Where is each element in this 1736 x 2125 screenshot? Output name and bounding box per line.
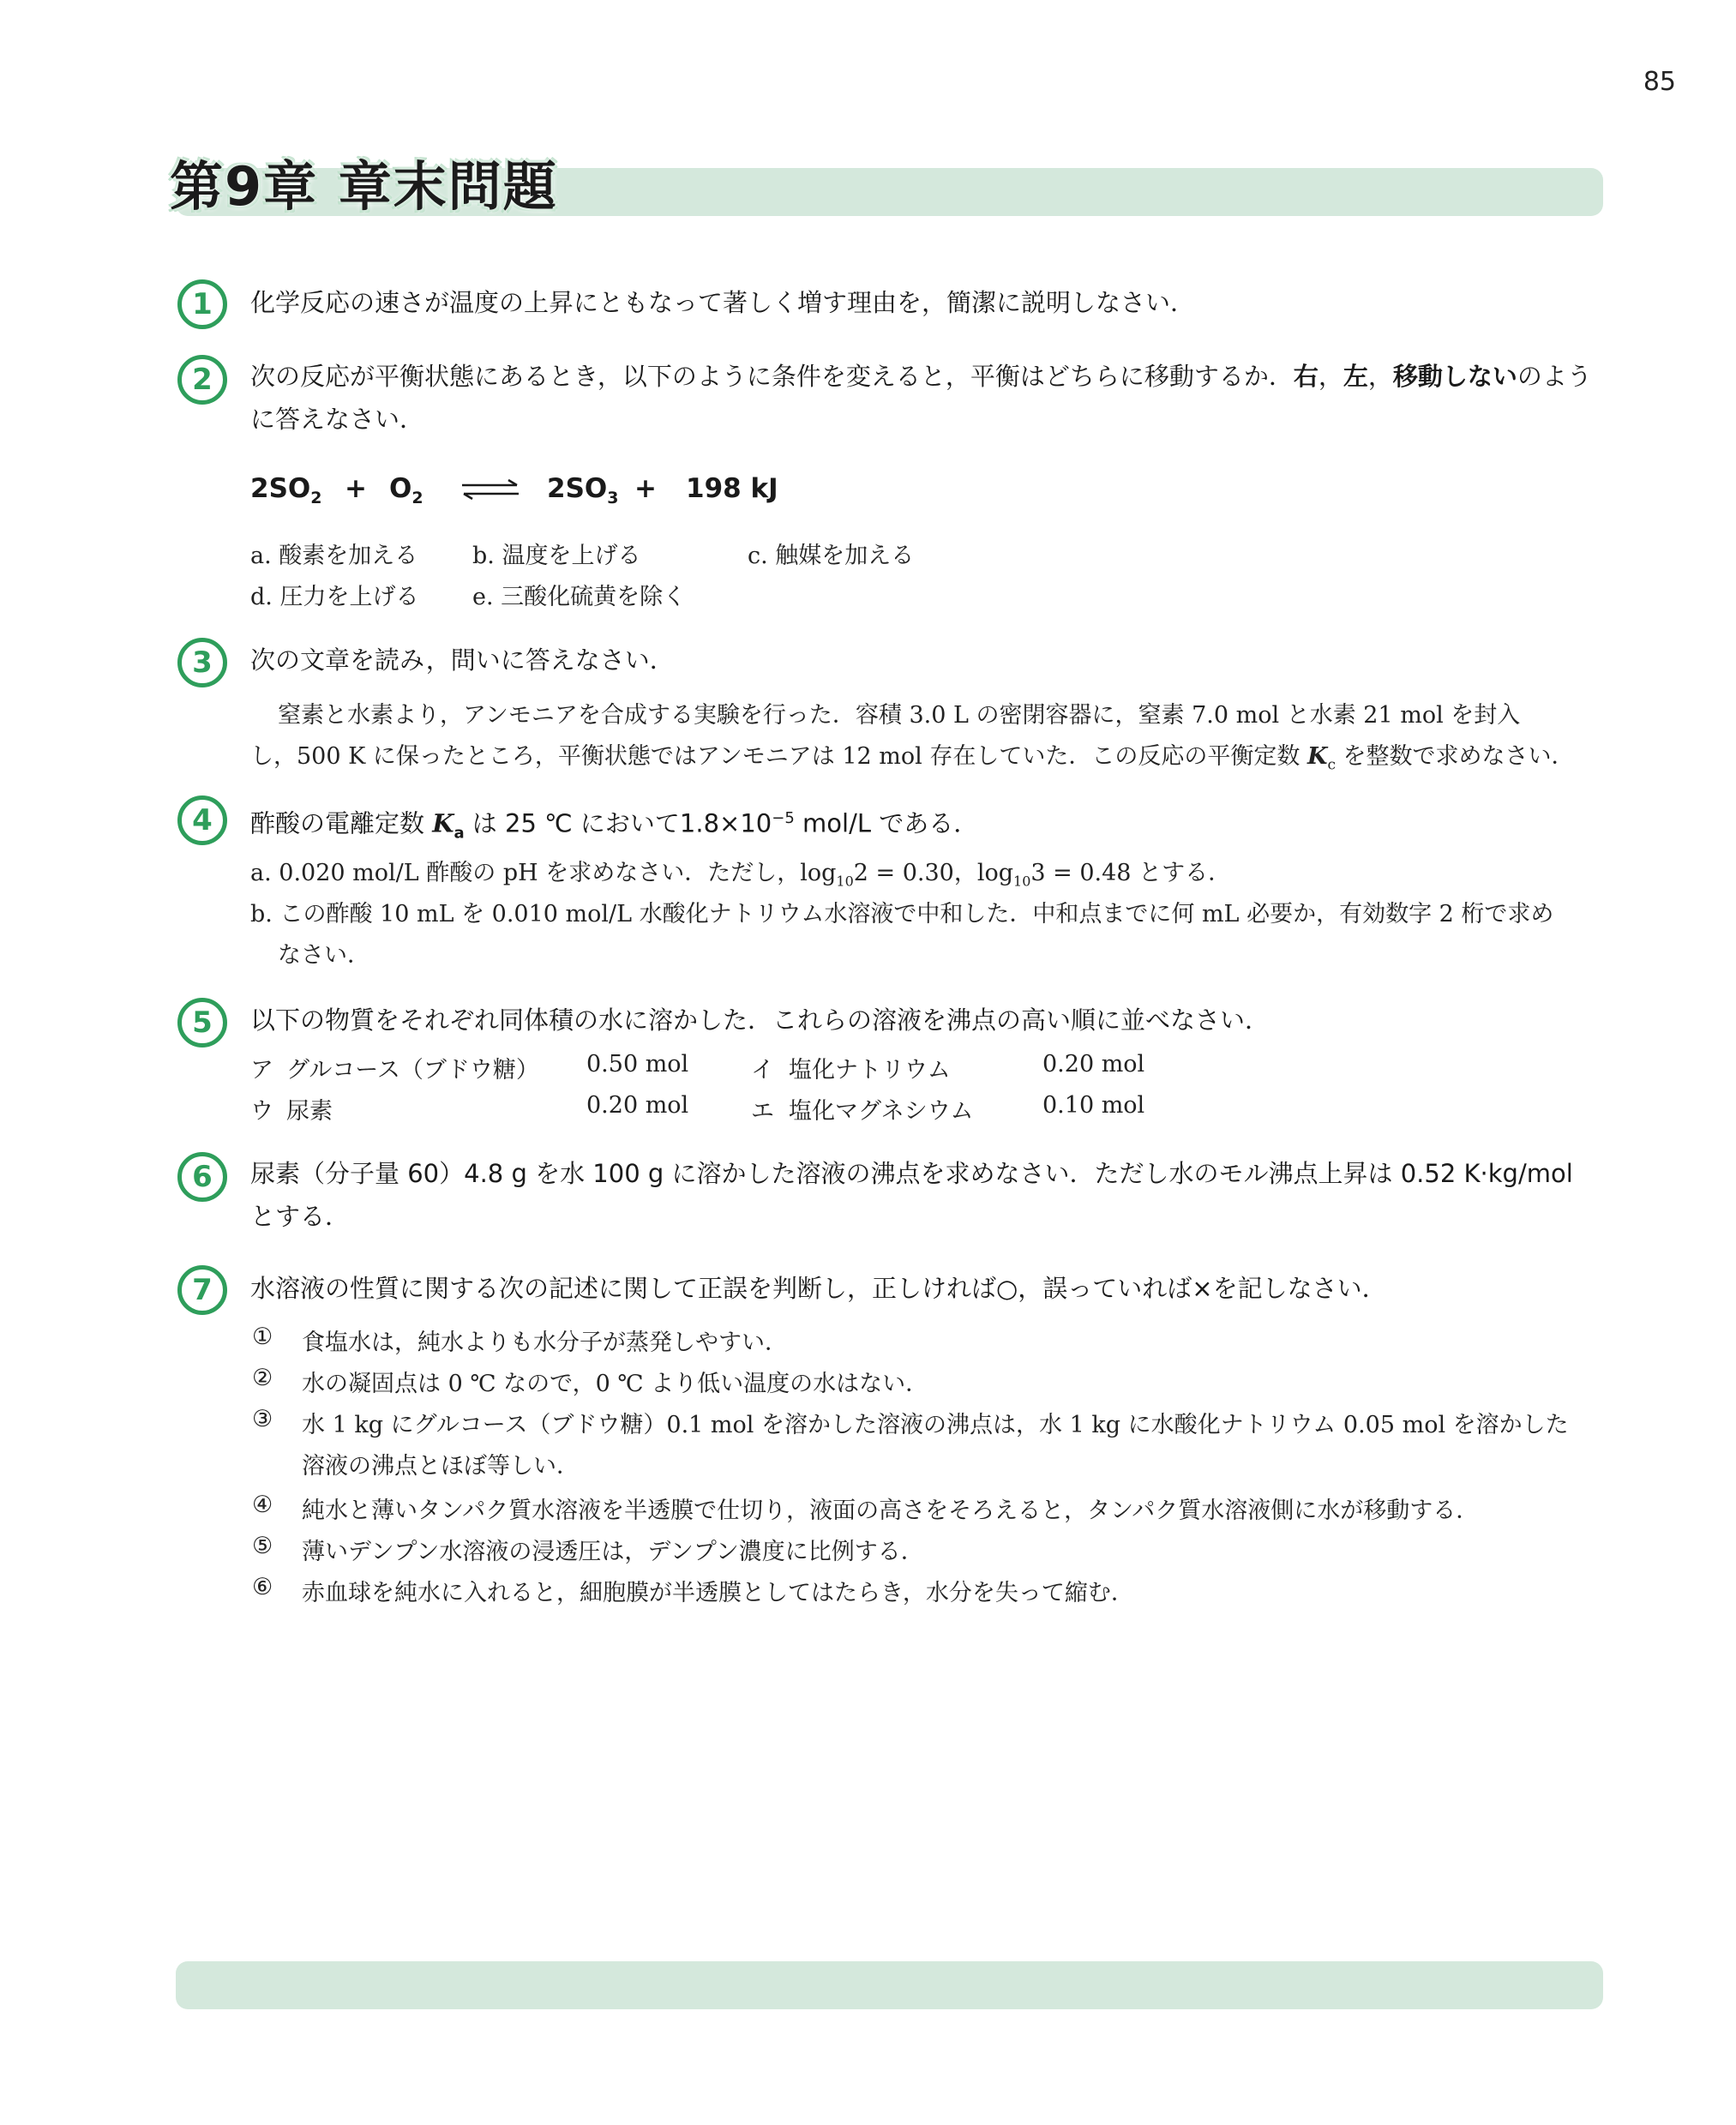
separator: ，	[1367, 362, 1393, 391]
equation-plus-2: +	[634, 473, 657, 504]
question-1-text: 化学反応の速さが温度の上昇にともなって著しく増す理由を，簡潔に説明しなさい．	[250, 288, 1196, 317]
question-5-number: 5	[177, 998, 227, 1047]
question-5-text: 以下の物質をそれぞれ同体積の水に溶かした．これらの溶液を沸点の高い順に並べなさい．	[250, 1005, 1270, 1035]
question-7-text: 水溶液の性質に関する次の記述に関して正誤を判断し，正しければ○，誤っていれば×を記しなさい．	[250, 1274, 1387, 1303]
option-a: a. 酸素を加える	[250, 543, 418, 569]
question-3-number: 3	[177, 638, 227, 687]
equilibrium-constant-symbol: K	[1307, 743, 1328, 770]
question-4-part-a	[250, 854, 1231, 889]
equation-term-heat: 198 kJ	[686, 473, 778, 504]
chapter-title: 第9章 章末問題	[170, 155, 558, 218]
question-2-text-a: 次の反応が平衡状態にあるとき，以下のように条件を変えると，平衡はどちらに移動するか．	[250, 362, 1294, 391]
question-4-part-b-line-2: なさい．	[278, 942, 370, 969]
question-6-line-1: 尿素（分子量 60）4.8 g を水 100 g に溶かした溶液の沸点を求めなさい．ただし水のモル沸点上昇は 0.52 K·kg/mol	[250, 1159, 1573, 1188]
statement-6-text: 赤血球を純水に入れると，細胞膜が半透膜としてはたらき，水分を失って縮む．	[302, 1580, 1134, 1606]
question-4-number: 4	[177, 795, 227, 845]
question-text: 酢酸の電離定数	[250, 808, 433, 838]
item-d-name: 塩化マグネシウム	[789, 1098, 974, 1125]
equation-plus-1: +	[345, 473, 367, 504]
question-3-text: 次の文章を読み，問いに答えなさい．	[250, 645, 675, 675]
page-number: 85	[1643, 67, 1676, 97]
statement-6-mark: ⑥	[252, 1574, 273, 1600]
statement-3-mark: ③	[252, 1406, 273, 1432]
item-b-name: 塩化ナトリウム	[789, 1057, 951, 1084]
question-2-number: 2	[177, 355, 227, 405]
subscript: 10	[1013, 873, 1031, 890]
item-a-amount: 0.50 mol	[586, 1051, 689, 1078]
answer-left: 左	[1343, 362, 1368, 391]
question-2-text	[250, 355, 1605, 441]
part-text: 2 = 0.30，log	[853, 860, 1014, 886]
statement-4-mark: ④	[252, 1492, 273, 1518]
statement-5-mark: ⑤	[252, 1533, 273, 1559]
question-3-passage-line-1: 窒素と水素より，アンモニアを合成する実験を行った．容積 3.0 L の密閉容器に，窒素 7.0 mol と水素 21 mol を封入	[278, 702, 1521, 729]
question-1-number: 1	[177, 279, 227, 329]
separator: ，	[1318, 362, 1343, 391]
item-a-label: ア	[250, 1057, 273, 1084]
option-d: d. 圧力を上げる	[250, 584, 419, 610]
term-text: 2SO	[547, 473, 608, 504]
item-b-amount: 0.20 mol	[1042, 1051, 1145, 1078]
question-3-passage-line-2	[250, 737, 1575, 773]
subscript: 10	[836, 873, 854, 890]
question-4-part-b-line-1: b. この酢酸 10 mL を 0.010 mol/L 水酸化ナトリウム水溶液で中和した．中和点までに何 mL 必要か，有効数字 2 桁で求め	[250, 901, 1554, 927]
part-text: 3 = 0.48 とする．	[1030, 860, 1232, 886]
subscript: a	[454, 824, 465, 843]
question-text: は 25 ℃ において1.8×10	[464, 808, 772, 838]
answer-no-shift: 移動しない	[1392, 362, 1517, 391]
item-c-name: 尿素	[286, 1098, 333, 1125]
statement-2-text: 水の凝固点は 0 ℃ なので，0 ℃ より低い温度の水はない．	[302, 1371, 929, 1397]
statement-5-text: 薄いデンプン水溶液の浸透圧は，デンプン濃度に比例する．	[302, 1539, 924, 1565]
passage-text: し，500 K に保ったところ，平衡状態ではアンモニアは 12 mol 存在していた．この反応の平衡定数	[250, 743, 1307, 770]
dissociation-constant-symbol: K	[432, 808, 454, 838]
equation-term-so3	[547, 473, 618, 507]
statement-3-text-line-2: 溶液の沸点とほぼ等しい．	[302, 1453, 580, 1480]
footer-band	[176, 1961, 1603, 2009]
item-b-label: イ	[751, 1057, 774, 1084]
term-text: O	[389, 473, 412, 504]
item-d-label: エ	[751, 1098, 774, 1125]
subscript: 2	[411, 489, 423, 508]
statement-2-mark: ②	[252, 1365, 273, 1391]
equation-term-so2	[250, 473, 321, 507]
part-text: a. 0.020 mol/L 酢酸の pH を求めなさい．ただし，log	[250, 860, 837, 886]
statement-1-text: 食塩水は，純水よりも水分子が蒸発しやすい．	[302, 1330, 788, 1356]
statement-3-text-line-1: 水 1 kg にグルコース（ブドウ糖）0.1 mol を溶かした溶液の沸点は，水 1 kg に水酸化ナトリウム 0.05 mol を溶かした	[302, 1412, 1569, 1438]
exponent: −5	[772, 809, 795, 827]
question-6-line-2: とする．	[250, 1202, 351, 1231]
question-text: mol/L である．	[794, 808, 979, 838]
statement-1-mark: ①	[252, 1324, 273, 1350]
item-d-amount: 0.10 mol	[1042, 1092, 1145, 1119]
question-6-number: 6	[177, 1152, 227, 1202]
passage-text: を整数で求めなさい．	[1335, 743, 1575, 770]
question-6-text	[250, 1152, 1605, 1238]
item-c-amount: 0.20 mol	[586, 1092, 689, 1119]
subscript: c	[1327, 756, 1336, 774]
equation-term-o2	[389, 473, 423, 507]
option-c: c. 触媒を加える	[748, 543, 915, 569]
question-2-text-b: のよう	[1517, 362, 1592, 391]
subscript: 2	[310, 489, 322, 508]
question-2-text-c: に答えなさい．	[250, 405, 425, 434]
question-7-number: 7	[177, 1265, 227, 1315]
question-4-text	[250, 797, 1605, 855]
answer-right: 右	[1293, 362, 1319, 391]
statement-4-text: 純水と薄いタンパク質水溶液を半透膜で仕切り，液面の高さをそろえると，タンパク質水溶液側に水が移動する．	[302, 1498, 1480, 1524]
item-a-name: グルコース（ブドウ糖）	[286, 1057, 539, 1084]
option-b: b. 温度を上げる	[472, 543, 641, 569]
term-text: 2SO	[250, 473, 311, 504]
equilibrium-arrow-icon	[460, 478, 520, 501]
option-e: e. 三酸化硫黄を除く	[472, 584, 687, 610]
subscript: 3	[607, 489, 619, 508]
item-c-label: ウ	[250, 1098, 273, 1125]
